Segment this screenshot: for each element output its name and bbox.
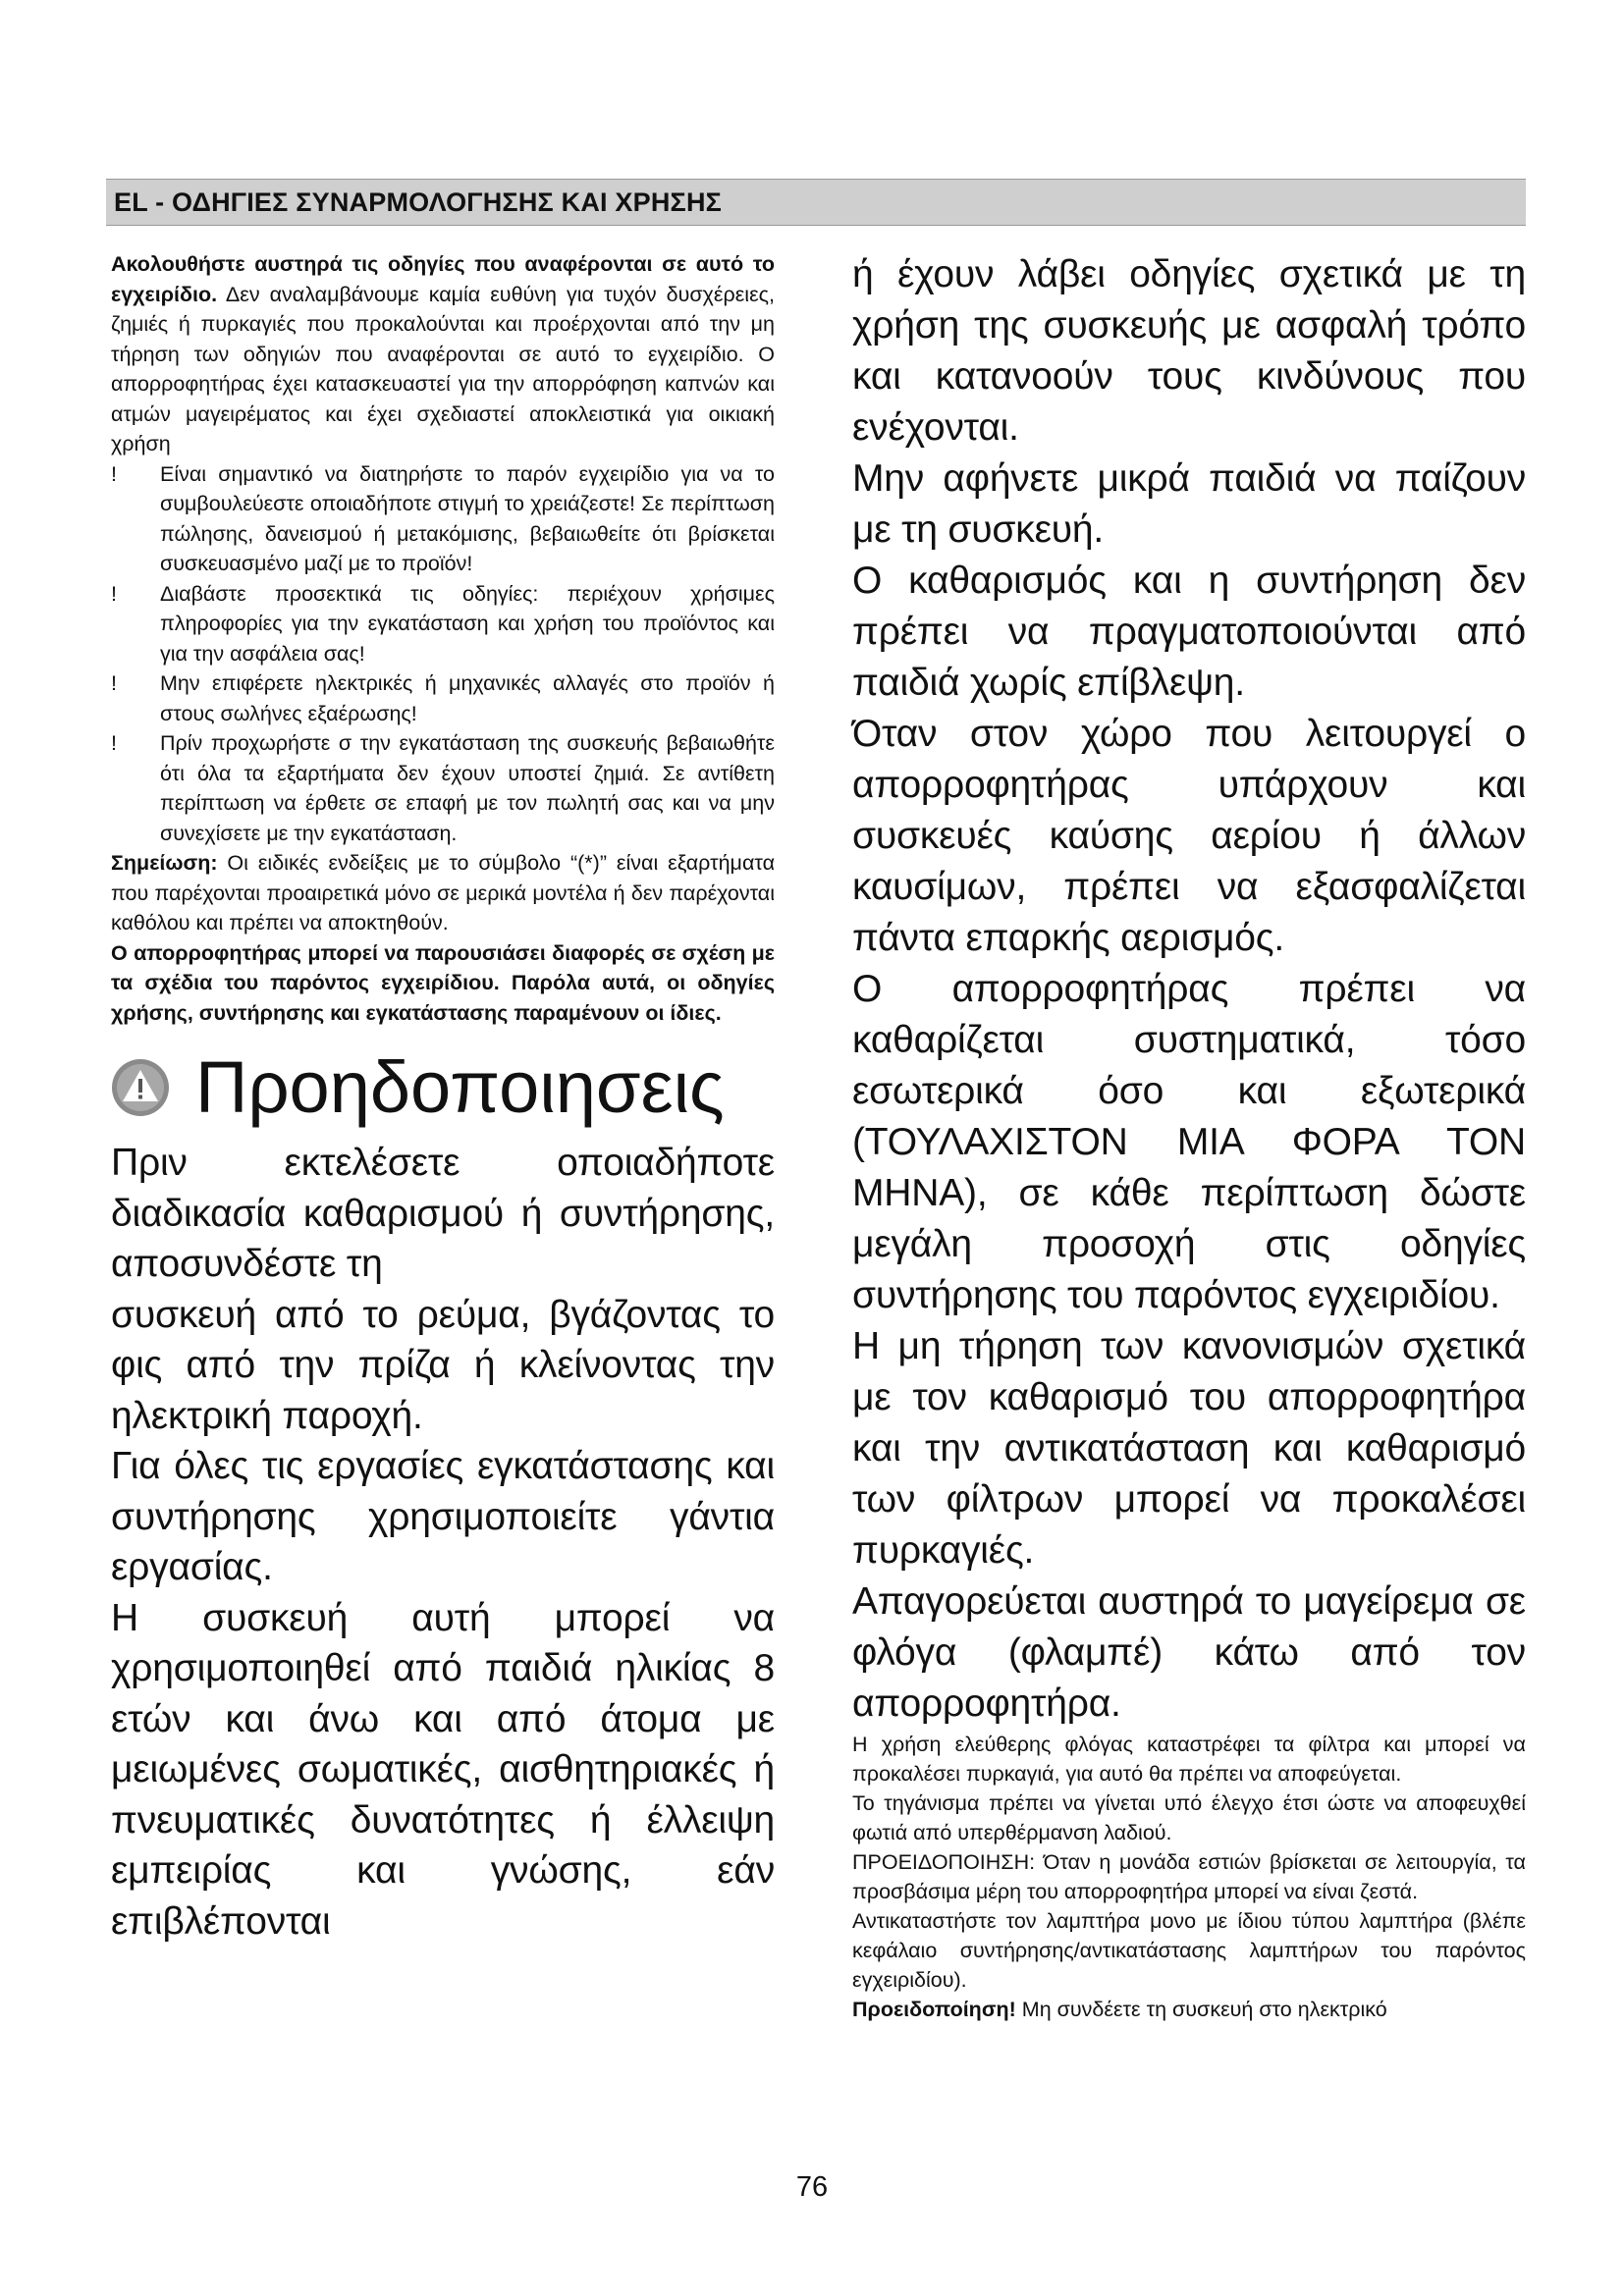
- intro-bold: Ακολουθήστε αυστηρά τις οδηγίες που αναφέρονται σε αυτό το εγχειρίδιο.: [111, 252, 775, 306]
- page-number: 76: [795, 2171, 829, 2203]
- note-paragraph: [111, 848, 775, 938]
- bullet-mark: !: [111, 461, 117, 486]
- bullet-mark: !: [111, 581, 117, 606]
- bullet-item: [111, 459, 775, 579]
- warning-paragraph: Όταν στον χώρο που λειτουργεί ο απορροφητήρας υπάρχουν και συσκευές καύσης αερίου ή άλλων καυσίμων, πρέπει να εξασφαλίζεται πάντα επαρκής αερισμός.: [852, 713, 1526, 959]
- intro-text: Δεν αναλαμβάνουμε καμία ευθύνη για τυχόν δυσχέρειες, ζημιές ή πυρκαγιές που προκαλούνται και προέρχονται από την μη τήρηση των οδηγιών που αναφέρονται σε αυτό το εγχειρίδιο. Ο απορροφητήρας έχει κατασκευαστεί για την απορρόφηση καπνών και ατμών μαγειρέματος και έχει σχεδιαστεί αποκλειστικά για οικιακή χρήση: [111, 282, 775, 455]
- warning-paragraph: Μην αφήνετε μικρά παιδιά να παίζουν με τη συσκευή.: [852, 457, 1526, 551]
- warning-paragraph: Ο καθαρισμός και η συντήρηση δεν πρέπει να πραγματοποιούνται από παιδιά χωρίς επίβλεψη.: [852, 560, 1526, 704]
- warning-paragraph: Πριν εκτελέσετε οποιαδήποτε διαδικασία καθαρισμού ή συντήρησης, αποσυνδέστε τη: [111, 1142, 775, 1285]
- warning-paragraph: ή έχουν λάβει οδηγίες σχετικά με τη χρήση της συσκευής με ασφαλή τρόπο και κατανοούν τους κινδύνους που ενέχονται.: [852, 253, 1526, 449]
- bullet-text: Μην επιφέρετε ηλεκτρικές ή μηχανικές αλλαγές στο προϊόν ή στους σωλήνες εξαέρωσης!: [160, 671, 775, 725]
- small-warning: Αντικαταστήστε τον λαμπτήρα μονο με ίδιου τύπου λαμπτήρα (βλέπε κεφάλαιο συντήρησης/αντικατάστασης λαμπτήρων του παρόντος εγχειριδίου).: [852, 1909, 1526, 1992]
- bullet-mark: !: [111, 731, 117, 755]
- warning-paragraph: συσκευή από το ρεύμα, βγάζοντας το φις από την πρίζα ή κλείνοντας την ηλεκτρική παροχή.: [111, 1293, 775, 1437]
- bullet-text: Διαβάστε προσεκτικά τις οδηγίες: περιέχουν χρήσιμες πληροφορίες για την εγκατάσταση και χρήση του προϊόντος και για την ασφάλεια σας!: [160, 581, 775, 666]
- section-title: EL - ΟΔΗΓΙΕΣ ΣΥΝΑΡΜΟΛΟΓΗΣΗΣ ΚΑΙ ΧΡΗΣΗΣ: [114, 187, 723, 217]
- bullet-mark: !: [111, 671, 117, 695]
- small-warning: ΠΡΟΕΙΔΟΠΟΙΗΣΗ: Όταν η μονάδα εστιών βρίσκεται σε λειτουργία, τα προσβάσιμα μέρη του απορροφητήρα μπορεί να είναι ζεστά.: [852, 1850, 1526, 1903]
- bullet-item: [111, 728, 775, 848]
- left-column: [111, 249, 775, 1947]
- note-text: Οι ειδικές ενδείξεις με το σύμβολο “(*)” είναι εξαρτήματα που παρέχονται προαιρετικά μόνο σε μερικά μοντέλα ή δεν παρέχονται καθόλου και πρέπει να αποκτηθούν.: [111, 851, 775, 934]
- warning-paragraph: Η μη τήρηση των κανονισμών σχετικά με τον καθαρισμό του απορροφητήρα και την αντικατάσταση και καθαρισμό των φίλτρων μπορεί να προκαλέσει πυρκαγιές.: [852, 1325, 1526, 1572]
- final-warning: [852, 1995, 1526, 2024]
- bullet-text: Είναι σημαντικό να διατηρήστε το παρόν εγχειρίδιο για να το συμβουλεύεστε οποιαδήποτε στιγμή το χρειάζεστε! Σε περίπτωση πώλησης, δανεισμού ή μετακόμισης, βεβαιωθείτε ότι βρίσκεται συσκευασμένο μαζί με το προϊόν!: [160, 461, 775, 575]
- variation-note: Ο απορροφητήρας μπορεί να παρουσιάσει διαφορές σε σχέση με τα σχέδια του παρόντος εγχειρίδιου. Παρόλα αυτά, οι οδηγίες χρήσης, συντήρησης και εγκατάστασης παραμένουν οι ίδιες.: [111, 940, 775, 1025]
- warnings-title: Προηδοποιησεις: [195, 1046, 725, 1128]
- final-warning-text: Μη συνδέετε τη συσκευή στο ηλεκτρικό: [1015, 1998, 1387, 2021]
- warnings-heading: [111, 1045, 775, 1130]
- small-warning: Το τηγάνισμα πρέπει να γίνεται υπό έλεγχο έτσι ώστε να αποφευχθεί φωτιά από υπερθέρμανση λαδιού.: [852, 1791, 1526, 1844]
- warning-paragraph: Για όλες τις εργασίες εγκατάστασης και συντήρησης χρησιμοποιείτε γάντια εργασίας.: [111, 1445, 775, 1588]
- intro-paragraph: [111, 249, 775, 459]
- bullet-item: [111, 579, 775, 669]
- note-label: Σημείωση:: [111, 851, 218, 875]
- small-warning: Η χρήση ελεύθερης φλόγας καταστρέφει τα φίλτρα και μπορεί να προκαλέσει πυρκαγιά, για αυτό θα πρέπει να αποφεύγεται.: [852, 1733, 1526, 1786]
- right-column: [852, 249, 1526, 2024]
- warning-triangle-icon: [111, 1058, 170, 1117]
- final-warning-label: Προειδοποίηση!: [852, 1998, 1016, 2021]
- warning-paragraph: Η συσκευή αυτή μπορεί να χρησιμοποιηθεί από παιδιά ηλικίας 8 ετών και άνω και από άτομα με μειωμένες σωματικές, αισθητηριακές ή πνευματικές δυνατότητες ή έλλειψη εμπειρίας και γνώσης, εάν επιβλέπονται: [111, 1596, 775, 1943]
- bullet-item: [111, 668, 775, 728]
- warning-paragraph: Απαγορεύεται αυστηρά το μαγείρεμα σε φλόγα (φλαμπέ) κάτω από τον απορροφητήρα.: [852, 1580, 1526, 1725]
- bullet-text: Πρίν προχωρήστε σ την εγκατάσταση της συσκευής βεβαιωθήτε ότι όλα τα εξαρτήματα δεν έχουν υποστεί ζημιά. Σε αντίθετη περίπτωση να έρθετε σε επαφή με τον πωλητή σας και να μην συνεχίσετε με την εγκατάσταση.: [160, 731, 775, 845]
- section-header: [106, 179, 1526, 226]
- warning-paragraph: Ο απορροφητήρας πρέπει να καθαρίζεται συστηματικά, τόσο εσωτερικά όσο και εξωτερικά (ΤΟΥΛΑΧΙΣΤΟΝ ΜΙΑ ΦΟΡΑ ΤΟΝ ΜΗΝΑ), σε κάθε περίπτωση δώστε μεγάλη προσοχή στις οδηγίες συντήρησης του παρόντος εγχειριδίου.: [852, 968, 1526, 1316]
